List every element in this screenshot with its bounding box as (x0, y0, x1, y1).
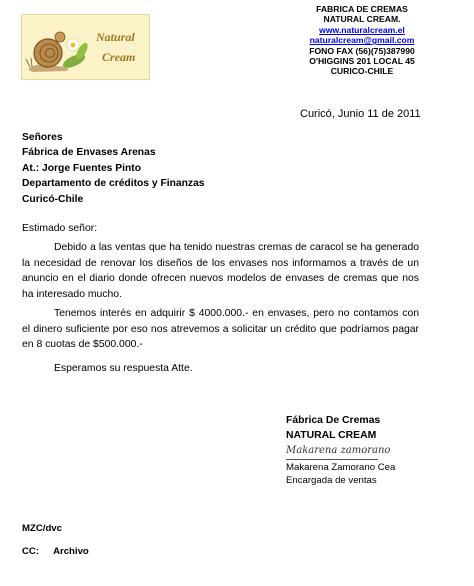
recipient-line: At.: Jorge Fuentes Pinto (22, 162, 141, 174)
letterhead-brand: NATURAL CREAM. (323, 14, 401, 25)
cc-value: Archivo (53, 546, 89, 557)
snail-logo-icon (22, 15, 149, 79)
body-paragraph (22, 306, 419, 353)
recipient-line: Departamento de créditos y Finanzas (22, 178, 205, 190)
email-link[interactable]: naturalcream@gmail.com (309, 35, 415, 46)
handwritten-signature: Makarena zamorano (286, 445, 391, 456)
recipient-block (22, 130, 205, 207)
letterhead-phone: FONO FAX (56)(75)387990 (309, 45, 415, 56)
logo-text-natural: Natural (96, 30, 135, 44)
cc-label: CC: (22, 546, 40, 557)
body-paragraph (22, 240, 419, 302)
body-paragraph-text: Tenemos interés en adquirir $ 4000.000.- en envases, pero no contamos con el dinero suficiente por eso nos atrevemos a solicitar un crédito que podríamos pagar en 8 cuotas de $500.000.- (22, 308, 419, 351)
signature-line (286, 459, 378, 460)
letterhead-company: FABRICA DE CREMAS (316, 4, 408, 14)
signer-name: Makarena Zamorano Cea (286, 462, 396, 473)
logo-text-cream: Cream (102, 50, 136, 64)
closing-line: Esperamos su respuesta Atte. (54, 363, 193, 374)
letter-date: Curicó, Junio 11 de 2011 (300, 108, 421, 120)
recipient-line: Fábrica de Envases Arenas (22, 147, 156, 159)
reference-initials: MZC/dvc (22, 523, 62, 534)
letterhead (262, 4, 462, 77)
body-paragraph-text: Debido a las ventas que ha tenido nuestras cremas de caracol se ha generado la necesidad de renovar los diseños de los envases nos informamos a través de un anuncio en el diario donde ofrecen nuevos modelos de envases de cremas que nos ha interesado mucho. (22, 242, 419, 300)
letterhead-address: O'HIGGINS 201 LOCAL 45 (309, 56, 415, 67)
signature-brand: NATURAL CREAM (286, 430, 377, 441)
signature-company-block (286, 413, 380, 443)
recipient-line: Curicó-Chile (22, 193, 84, 205)
signer-title: Encargada de ventas (286, 475, 377, 486)
company-logo (21, 14, 150, 80)
salutation: Estimado señor: (22, 223, 98, 234)
website-link[interactable]: www.naturalcream.el (319, 24, 405, 35)
cc-line (22, 546, 89, 557)
recipient-line: Señores (22, 132, 63, 143)
signature-company: Fábrica De Cremas (286, 415, 381, 426)
letterhead-city: CURICO-CHILE (330, 66, 394, 77)
signer-block (286, 461, 395, 487)
